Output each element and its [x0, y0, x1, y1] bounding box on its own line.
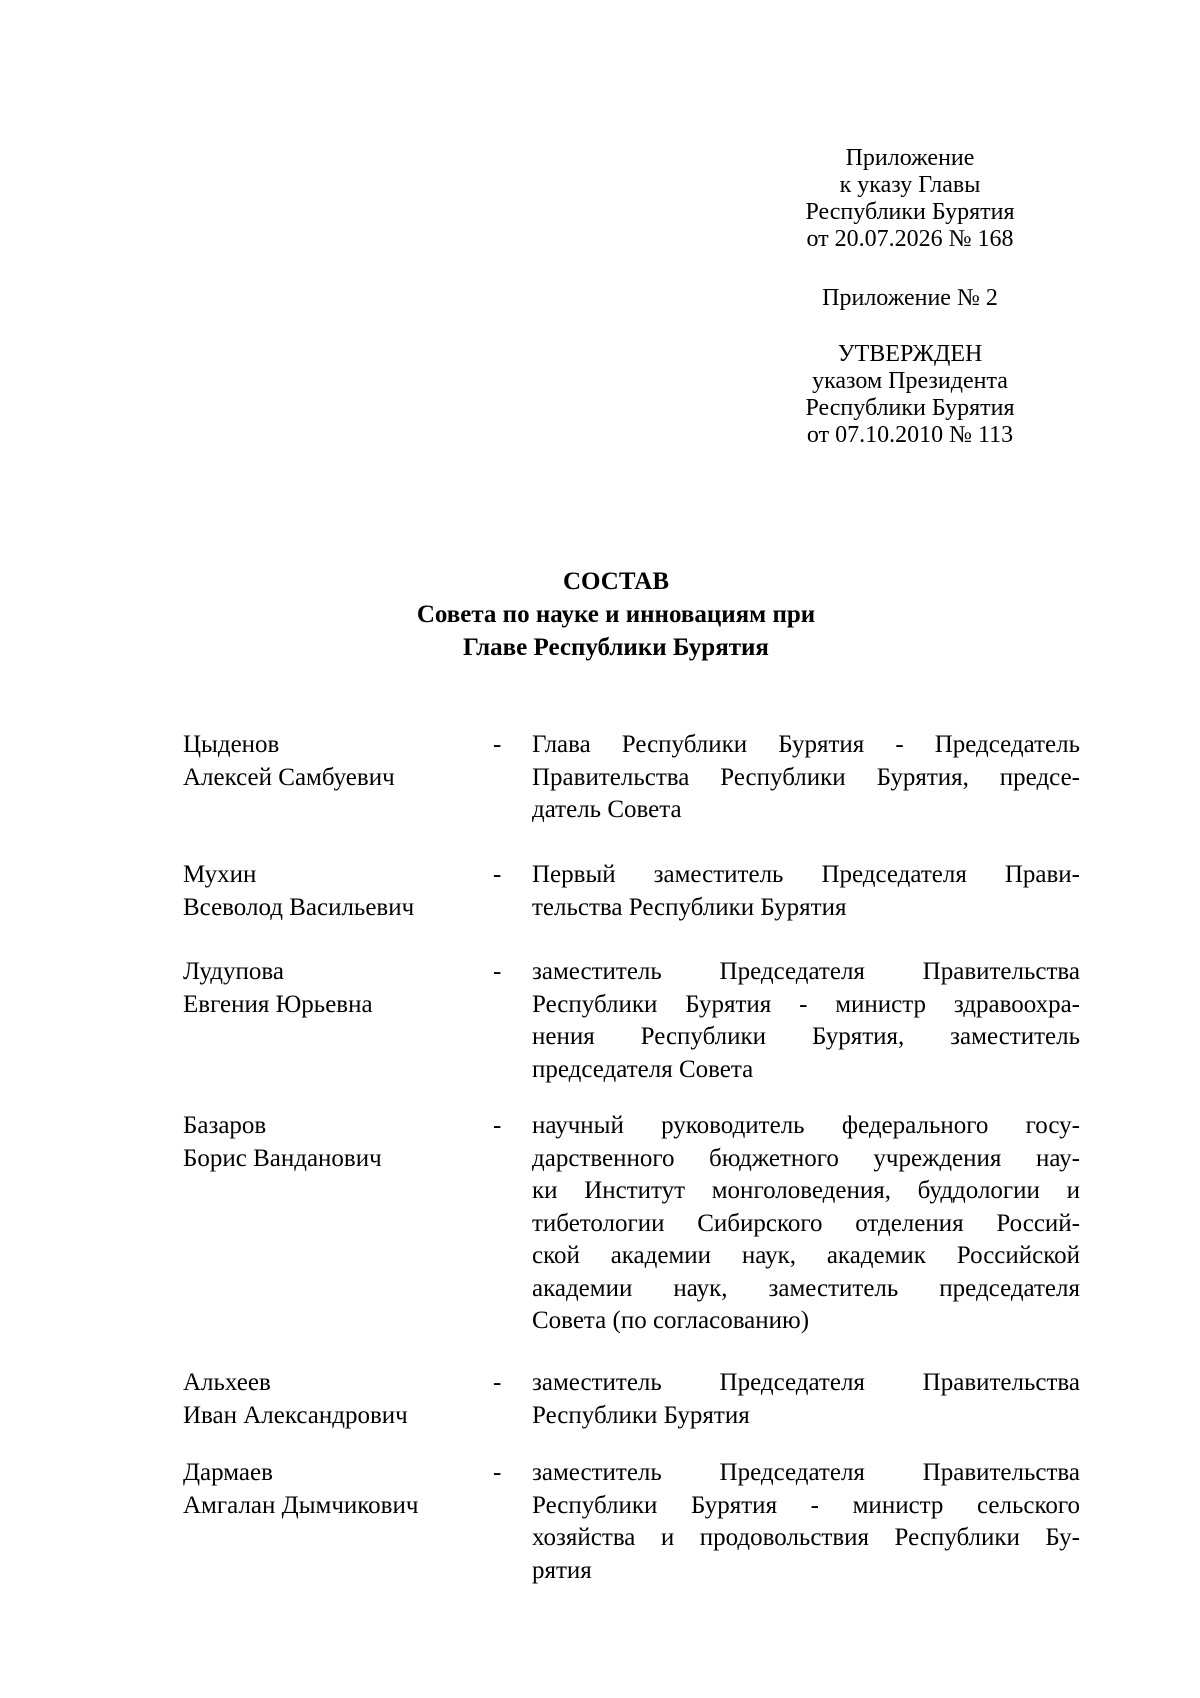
annex-number: [760, 285, 1060, 312]
role-line: ской академии наук, академик Российской: [532, 1242, 1080, 1269]
member-surname: Дармаев: [183, 1459, 273, 1486]
member-surname: Базаров: [183, 1112, 267, 1139]
role-line: тибетологии Сибирского отделения Россий-: [532, 1209, 1080, 1237]
role-line: Правительства Республики Бурятия, предсе-: [532, 763, 1080, 791]
member-given-name: Алексей Самбуевич: [183, 763, 395, 791]
role-line: научный руководитель федерального госу-: [532, 1112, 1080, 1139]
annex-header: [760, 145, 1060, 253]
approved-line: Республики Бурятия: [805, 395, 1015, 421]
member-role: [532, 1110, 1080, 1338]
member-given-name: Всеволод Васильевич: [183, 893, 415, 921]
approved-line: указом Президента: [812, 368, 1008, 394]
member-role: [532, 1367, 1080, 1432]
member-surname: Цыденов: [183, 731, 280, 758]
role-line: тельства Республики Бурятия: [532, 893, 847, 921]
member-name: [183, 859, 414, 924]
member-name: [183, 729, 395, 794]
approved-date-line: от 07.10.2010 № 113: [806, 422, 1014, 448]
member-given-name: Борис Ванданович: [183, 1144, 382, 1172]
member-given-name: Евгения Юрьевна: [183, 990, 373, 1018]
annex-number-line: Приложение № 2: [822, 285, 998, 311]
member-role: [532, 1457, 1080, 1587]
role-line: нения Республики Бурятия, заместитель: [532, 1023, 1080, 1050]
member-given-name: Амгалан Дымчикович: [183, 1491, 419, 1519]
role-line: ки Институт монголоведения, буддологии и: [532, 1177, 1080, 1204]
member-dash: -: [493, 731, 502, 758]
role-line: датель Совета: [532, 796, 682, 823]
title-line: СОСТАВ: [562, 568, 670, 595]
member-name: [183, 1457, 418, 1522]
approved-block: [760, 341, 1060, 449]
role-line: дарственного бюджетного учреждения нау-: [532, 1144, 1080, 1172]
member-surname: Альхеев: [183, 1369, 271, 1396]
approved-line: УТВЕРЖДЕН: [837, 341, 983, 367]
member-name: [183, 956, 373, 1021]
role-line: Первый заместитель Председателя Прави-: [532, 861, 1080, 888]
role-line: хозяйства и продовольствия Республики Бу-: [532, 1524, 1080, 1551]
member-name: [183, 1367, 408, 1432]
annex-line: Республики Бурятия: [805, 199, 1015, 225]
role-line: заместитель Председателя Правительства: [532, 958, 1080, 985]
member-dash: -: [493, 958, 502, 985]
member-given-name: Иван Александрович: [183, 1401, 408, 1429]
role-line: заместитель Председателя Правительства: [532, 1459, 1080, 1486]
member-dash: -: [493, 1369, 502, 1396]
member-dash: -: [493, 1459, 502, 1486]
role-line: Республики Бурятия - министр сельского: [532, 1491, 1080, 1519]
member-dash: -: [493, 861, 502, 888]
member-dash: -: [493, 1112, 502, 1139]
role-line: академии наук, заместитель председателя: [532, 1274, 1080, 1302]
member-role: [532, 729, 1080, 827]
role-line: заместитель Председателя Правительства: [532, 1369, 1080, 1396]
role-line: Глава Республики Бурятия - Председатель: [532, 731, 1080, 758]
member-surname: Лудупова: [183, 958, 284, 985]
member-role: [532, 956, 1080, 1086]
role-line: председателя Совета: [532, 1055, 754, 1083]
role-line: Республики Бурятия: [532, 1401, 750, 1429]
role-line: Совета (по согласованию): [532, 1307, 810, 1334]
member-role: [532, 859, 1080, 924]
annex-line: Приложение: [845, 145, 975, 171]
title-line: Главе Республики Бурятия: [463, 634, 769, 661]
document-title: [0, 565, 1200, 664]
annex-line: к указу Главы: [839, 172, 981, 198]
role-line: Республики Бурятия - министр здравоохра-: [532, 990, 1080, 1018]
member-surname: Мухин: [183, 861, 257, 888]
title-line: Совета по науке и инновациям при: [416, 601, 816, 628]
member-name: [183, 1110, 382, 1175]
role-line: рятия: [532, 1556, 592, 1584]
annex-date-line: от 20.07.2026 № 168: [806, 226, 1014, 252]
